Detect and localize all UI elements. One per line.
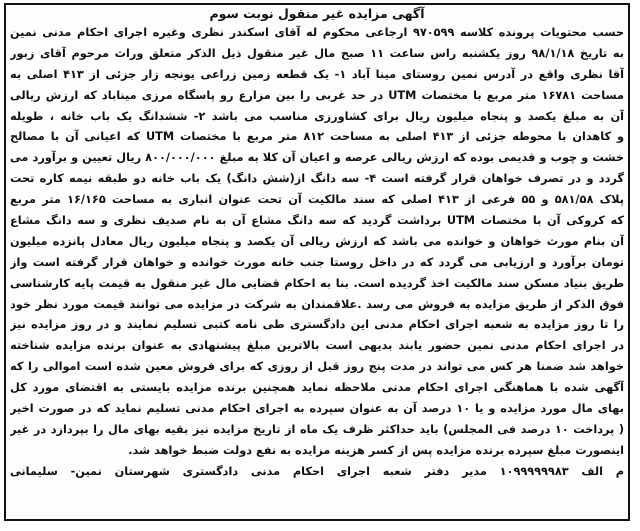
notice-frame <box>4 3 630 521</box>
notice-line: تومان برآورد و ارزیابی می گردد که در داخل روستا جنب خانه مورث خوانده و خواهان قرار گرفته است واز <box>10 255 624 269</box>
notice-body <box>10 23 624 483</box>
notice-line: آن بنام مورث خواهان و خوانده می باشد که ارزش ریالی آن یکصد و پنجاه میلیون ریال معادل پانزده میلیون <box>10 234 624 248</box>
notice-title: آگهی مزایده غیر منقول نوبت سوم <box>209 6 425 21</box>
notice-line: حسب محتویات پرونده کلاسه ۹۷۰۵۹۹ ارجاعی محکوم له آقای اسکندر نظری وغیره اجرای احکام مدنی نمین <box>10 26 624 39</box>
notice-line: به تاریخ ۹۸/۱/۱۸ روز یکشنبه راس ساعت ۱۱ صبح مال غیر منقول ذیل الذکر متعلق وراث مرحوم آقای زبور <box>10 46 624 60</box>
notice-line: آگهی شده با هماهنگی اجرای احکام مدنی ملاحظه نماید همچنین برنده مزایده بایستی به اقتضای مورد کل <box>10 381 624 395</box>
notice-line: فوق الذکر از طریق مزایده به فروش می رسد .علاقمندان به شرکت در مزایده می توانند قیمت مورد نظر خود <box>10 297 624 311</box>
notice-line: اینصورت مبلغ سپرده برنده مزایده پس از کسر هزینه مزایده به نفع دولت ضبط خواهد شد. <box>128 443 624 457</box>
notice-line: را تا روز مزایده به شعبه اجرای احکام مدنی این دادگستری طی نامه کتبی تسلیم نمایند و در روز مزایده نیز <box>10 318 624 332</box>
notice-line: پلاک ۵۸۱/۵۸ و ۵۵ فرعی از ۴۱۳ اصلی که سند مالکیت آن تحت عنوان انباری به مساحت ۱۶/۱۶۵ متر مربع <box>10 193 624 207</box>
notice-line: آقا نظری واقع در آدرس نمین روستای مینا آباد ۱- یک قطعه زمین زراعی یونجه زار جزئی از ۴۱۳ اصلی به <box>10 67 624 81</box>
notice-line: گردد و در تصرف خواهان قرار گرفته است ۴- سه دانگ از(شش دانگ) یک باب خانه دو طبقه نیمه کاره تحت <box>10 172 624 186</box>
notice-line: مساحت ۱۶۷۸۱ متر مربع با مختصات UTM در حد غربی را بین مزارع رو پاسگاه مرزی میناباد که ارزش ریالی <box>10 88 624 102</box>
notice-line: آن به مبلغ یکصد و پنجاه میلیون ریال برای کشاورزی مناسب می باشد ۲- ششدانگ یک باب خانه ، طویله <box>10 109 624 123</box>
notice-line: در اجرای احکام مدنی نمین حضور یابند بدیهی است بالاترین مبلغ پیشنهادی به عنوان برنده مزایده شناخته <box>10 339 624 353</box>
notice-line: ( پرداخت ۱۰ درصد فی المجلس) باید حداکثر ظرف یک ماه از تاریخ مزایده نیز بقیه بهای مال را بپردازد در غیر <box>10 422 624 436</box>
notice-line: و کاهدان با محوطه جزئی از ۴۱۳ اصلی به مساحت ۸۱۲ متر مربع با مختصات UTM که اعیانی آن با مصالح <box>10 130 624 144</box>
notice-line: طریق بنیاد مسکن سند مالکیت اخذ گردیده است. بنا به احکام قضایی مال غیر منقول به قیمت پایه کارشناسی <box>10 276 624 290</box>
notice-line: خواهد شد ضمنا هر کس می تواند در مدت پنج روز قبل از روزی که برای فروش معین شده است اموالی را که <box>10 360 624 374</box>
notice-signature: م الف ۱۰۹۹۹۹۹۹۸۳ مدیر دفتر شعبه اجرای احکام مدنی دادگستری شهرستان نمین- سلیمانی <box>10 464 624 478</box>
notice-line: که کروکی آن با مختصات UTM برداشت گردید که سه دانگ مشاع آن به نام صدیف نظری و سه دانگ مشاع <box>10 214 624 228</box>
notice-line: خشت و چوب و قدیمی بوده که ارزش ریالی عرصه و اعیان آن کلا به مبلغ ۸۰۰/۰۰۰/۰۰۰ ریال تعیین و برآورد می <box>10 151 624 165</box>
notice-line: بهای مال مورد مزایده و یا ۱۰ درصد آن به عنوان سپرده به اجرای احکام مدنی تسلیم نماید که در صورت اخیر <box>10 402 624 416</box>
